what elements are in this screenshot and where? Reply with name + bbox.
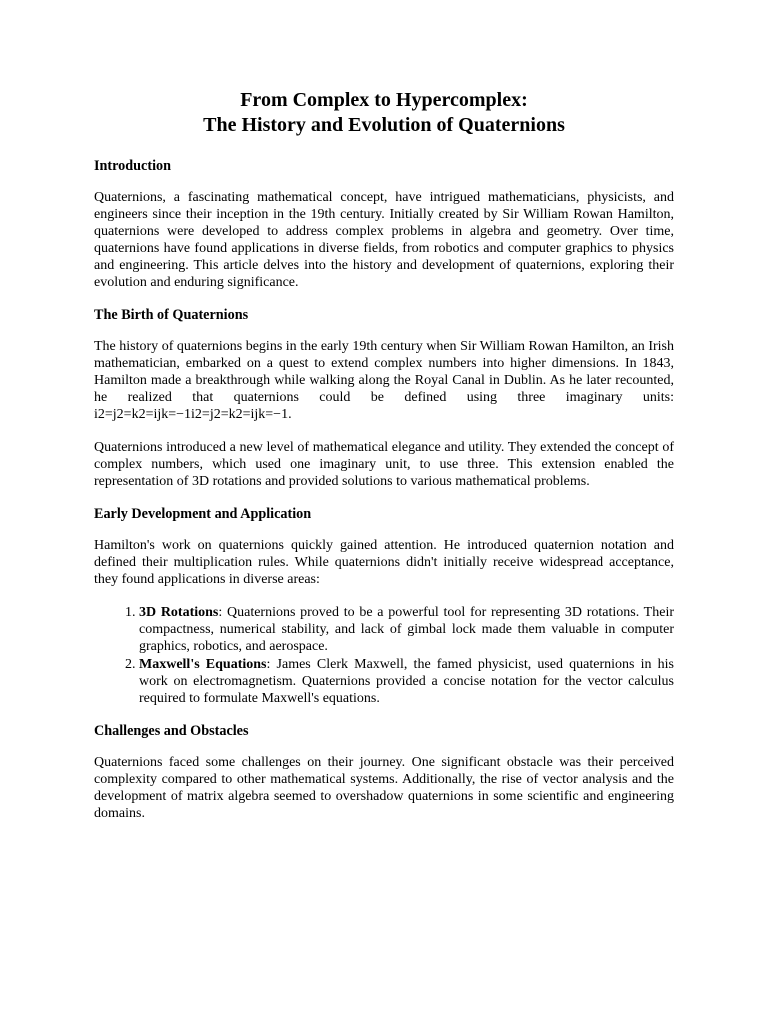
section-birth <box>94 307 674 490</box>
section-challenges <box>94 723 674 822</box>
document-title <box>94 88 674 138</box>
title-line-1: From Complex to Hypercomplex: <box>240 89 528 111</box>
heading-challenges: Challenges and Obstacles <box>94 723 249 739</box>
paragraph-introduction: Quaternions, a fascinating mathematical concept, have intrigued mathematicians, physicists, and engineers since their inception in the 19th century. Initially created by Sir William Rowan Hamilton, quaternions were developed to address complex problems in algebra and geometry. Over time, quaternions have found applications in diverse fields, from robotics and computer graphics to physics and engineering. This article delves into the history and development of quaternions, exploring their evolution and enduring significance. <box>94 190 674 290</box>
title-line-2: The History and Evolution of Quaternions <box>203 114 565 136</box>
list-item <box>139 656 674 707</box>
paragraph-birth-2: Quaternions introduced a new level of mathematical elegance and utility. They extended the concept of complex numbers, which used one imaginary unit, to use three. This extension enabled the representation of 3D rotations and provided solutions to various mathematical problems. <box>94 440 674 489</box>
list-item-text: : Quaternions proved to be a powerful tool for representing 3D rotations. Their compactness, numerical stability, and lack of gimbal lock made them valuable in computer graphics, robotics, and aerospace. <box>139 605 675 654</box>
applications-list <box>94 604 674 707</box>
list-item-text: : James Clerk Maxwell, the famed physicist, used quaternions in his work on electromagnetism. Quaternions provided a concise notation for the vector calculus required to formulate Maxwell's equations. <box>139 657 674 706</box>
list-item <box>139 604 674 655</box>
list-item-term: 3D Rotations <box>139 605 219 620</box>
section-early-development <box>94 506 674 707</box>
heading-birth: The Birth of Quaternions <box>94 307 249 323</box>
heading-early-development: Early Development and Application <box>94 506 312 522</box>
paragraph-challenges: Quaternions faced some challenges on their journey. One significant obstacle was their perceived complexity compared to other mathematical systems. Additionally, the rise of vector analysis and the development of matrix algebra seemed to overshadow quaternions in some scientific and engineering domains. <box>94 755 674 821</box>
list-item-term: Maxwell's Equations <box>139 657 267 672</box>
section-introduction <box>94 158 674 291</box>
paragraph-birth-1: The history of quaternions begins in the early 19th century when Sir William Rowan Hamilton, an Irish mathematician, embarked on a quest to extend complex numbers into higher dimensions. In 1843, Hamilton made a breakthrough while walking along the Royal Canal in Dublin. As he later recounted, he realized that quaternions could be defined using three imaginary units: i2=j2=k2=ijk=−1i2=j2=k2=ijk=−1. <box>94 339 674 422</box>
heading-introduction: Introduction <box>94 158 171 174</box>
paragraph-early-development: Hamilton's work on quaternions quickly gained attention. He introduced quaternion notation and defined their multiplication rules. While quaternions didn't initially receive widespread acceptance, they found applications in diverse areas: <box>94 538 674 587</box>
